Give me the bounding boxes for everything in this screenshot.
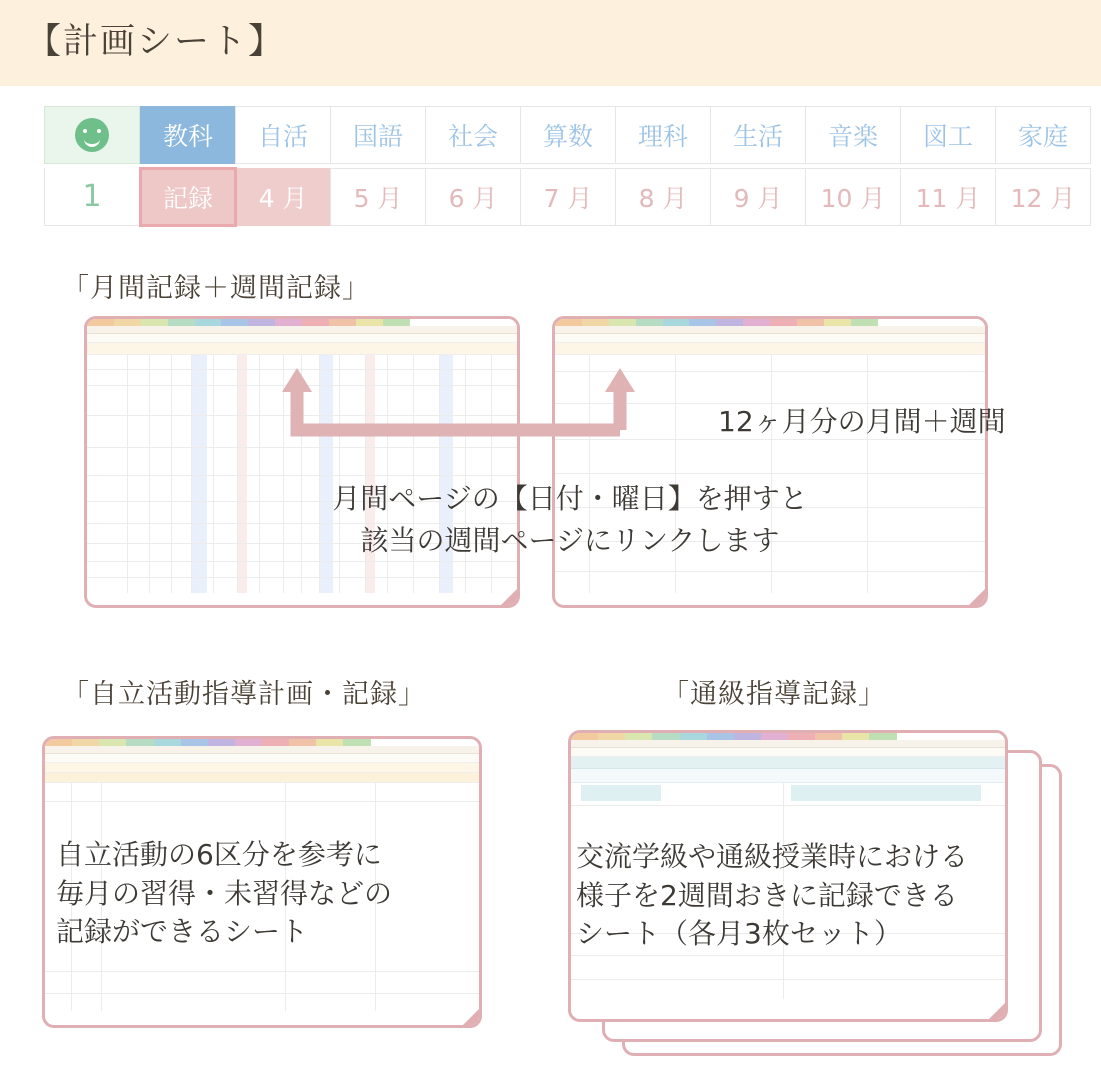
independent-text-line-2: 毎月の習得・未習得などの <box>56 876 393 910</box>
subject-tab-kokugo[interactable]: 国語 <box>330 106 426 164</box>
month-tab-11[interactable]: 11 月 <box>900 168 996 226</box>
caption-independent-activity: 「自立活動指導計画・記録」 <box>62 679 426 710</box>
page-corner-icon <box>501 589 517 605</box>
subject-tab-ongaku[interactable]: 音楽 <box>805 106 901 164</box>
month-tab-08[interactable]: 8 月 <box>615 168 711 226</box>
month-tab-12[interactable]: 12 月 <box>995 168 1091 226</box>
note-line-2: 該当の週間ページにリンクします <box>360 524 780 557</box>
side-note-12months: 12ヶ月分の月間＋週間 <box>718 405 1006 438</box>
month-tab-05[interactable]: 5 月 <box>330 168 426 226</box>
smiley-icon <box>44 106 140 164</box>
resource-text-line-2: 様子を2週間おきに記録できる <box>576 878 958 912</box>
subject-tab-rika[interactable]: 理科 <box>615 106 711 164</box>
page-title: 【計画シート】 <box>26 22 286 62</box>
page-corner-icon <box>969 589 985 605</box>
independent-text-line-1: 自立活動の6区分を参考に <box>56 838 382 871</box>
page-corner-icon <box>463 1009 479 1025</box>
note-line-1: 月間ページの【日付・曜日】を押すと <box>332 482 808 515</box>
subject-tab-zukou[interactable]: 図工 <box>900 106 996 164</box>
sheet-ribbon <box>45 739 479 746</box>
subject-tab-shakai[interactable]: 社会 <box>425 106 521 164</box>
subject-tab-katei[interactable]: 家庭 <box>995 106 1091 164</box>
month-tab-kiroku[interactable]: 記録 <box>140 168 236 226</box>
subject-tab-sansuu[interactable]: 算数 <box>520 106 616 164</box>
thumbnail-monthly-sheet[interactable] <box>84 316 520 608</box>
month-tab-09[interactable]: 9 月 <box>710 168 806 226</box>
row-number: 1 <box>44 168 140 226</box>
header-banner <box>0 0 1101 86</box>
caption-resource-room: 「通級指導記録」 <box>662 679 886 710</box>
subject-tab-kyouka[interactable]: 教科 <box>140 106 236 164</box>
subject-tab-seikatsu[interactable]: 生活 <box>710 106 806 164</box>
month-tab-row <box>44 168 1091 226</box>
month-tab-10[interactable]: 10 月 <box>805 168 901 226</box>
sheet-ribbon <box>555 319 985 326</box>
independent-text-line-3: 記録ができるシート <box>56 915 309 949</box>
caption-monthly-weekly: 「月間記録＋週間記録」 <box>62 273 370 304</box>
month-tab-07[interactable]: 7 月 <box>520 168 616 226</box>
page-corner-icon <box>989 1003 1005 1019</box>
sheet-ribbon <box>571 733 1005 740</box>
subject-tab-jikatsu[interactable]: 自活 <box>235 106 331 164</box>
sheet-ribbon <box>87 319 517 326</box>
resource-text-line-1: 交流学級や通級授業時における <box>576 840 969 873</box>
month-tab-04[interactable]: 4 月 <box>235 168 331 226</box>
resource-text-line-3: シート（各月3枚セット） <box>576 917 902 951</box>
subject-tab-row <box>44 106 1091 164</box>
month-tab-06[interactable]: 6 月 <box>425 168 521 226</box>
thumbnail-weekly-sheet[interactable] <box>552 316 988 608</box>
